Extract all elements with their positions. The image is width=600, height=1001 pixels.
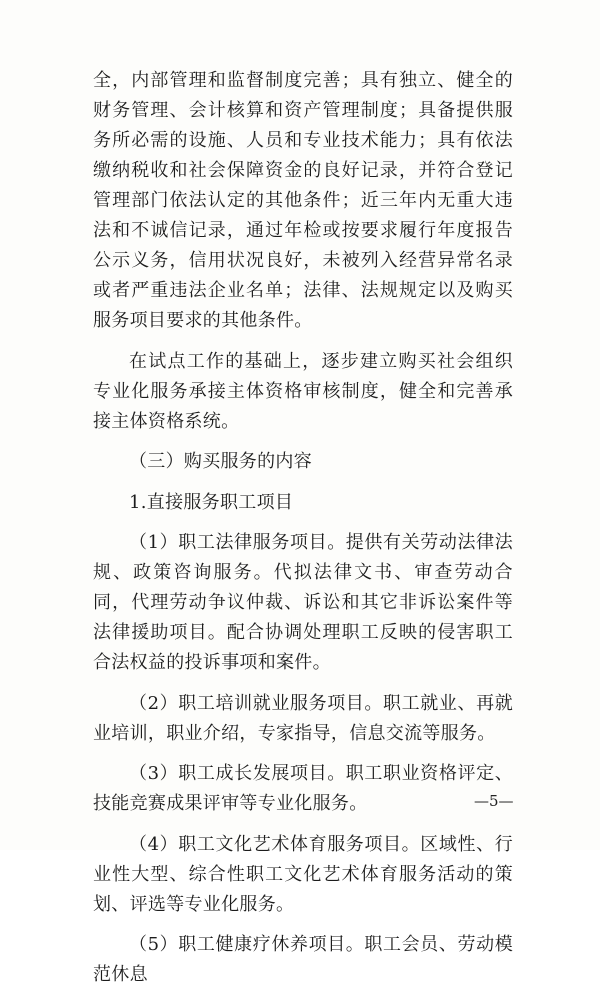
document-body [93, 66, 513, 1001]
item-training-employment: （2）职工培训就业服务项目。职工就业、再就业培训，职业介绍，专家指导，信息交流等服务。 [93, 692, 513, 744]
section-heading-service-content: （三）购买服务的内容 [129, 451, 312, 472]
subsection-heading-direct-service: 1.直接服务职工项目 [129, 491, 294, 513]
page-number: —5— [474, 792, 514, 810]
item-health-recuperation: （5）职工健康疗休养项目。职工会员、劳动模范休息 [93, 934, 513, 985]
item-culture-arts-sports: （4）职工文化艺术体育服务项目。区域性、行业性大型、综合性职工文化艺术体育服务活动的策划、评选等专业化服务。 [93, 833, 513, 915]
item-growth-development: （3）职工成长发展项目。职工职业资格评定、技能竞赛成果评审等专业化服务。 [93, 763, 513, 814]
item-legal-service: （1）职工法律服务项目。提供有关劳动法律法规、政策咨询服务。代拟法律文书、审查劳动合同，代理劳动争议仲裁、诉讼和其它非诉讼案件等法律援助项目。配合协调处理职工反映的侵害职工合法权益的投诉事项和案件。 [93, 532, 513, 673]
paragraph-pilot-work: 在试点工作的基础上，逐步建立购买社会组织专业化服务承接主体资格审核制度，健全和完善承接主体资格系统。 [93, 350, 513, 432]
paragraph-conditions: 全，内部管理和监督制度完善；具有独立、健全的财务管理、会计核算和资产管理制度；具备提供服务所必需的设施、人员和专业技术能力；具有依法缴纳税收和社会保障资金的良好记录，并符合登记管理部门依法认定的其他条件；近三年内无重大违法和不诚信记录，通过年检或按要求履行年度报告公示义务，信用状况良好，未被列入经营异常名录或者严重违法企业名单；法律、法规规定以及购买服务项目要求的其他条件。 [93, 70, 513, 331]
